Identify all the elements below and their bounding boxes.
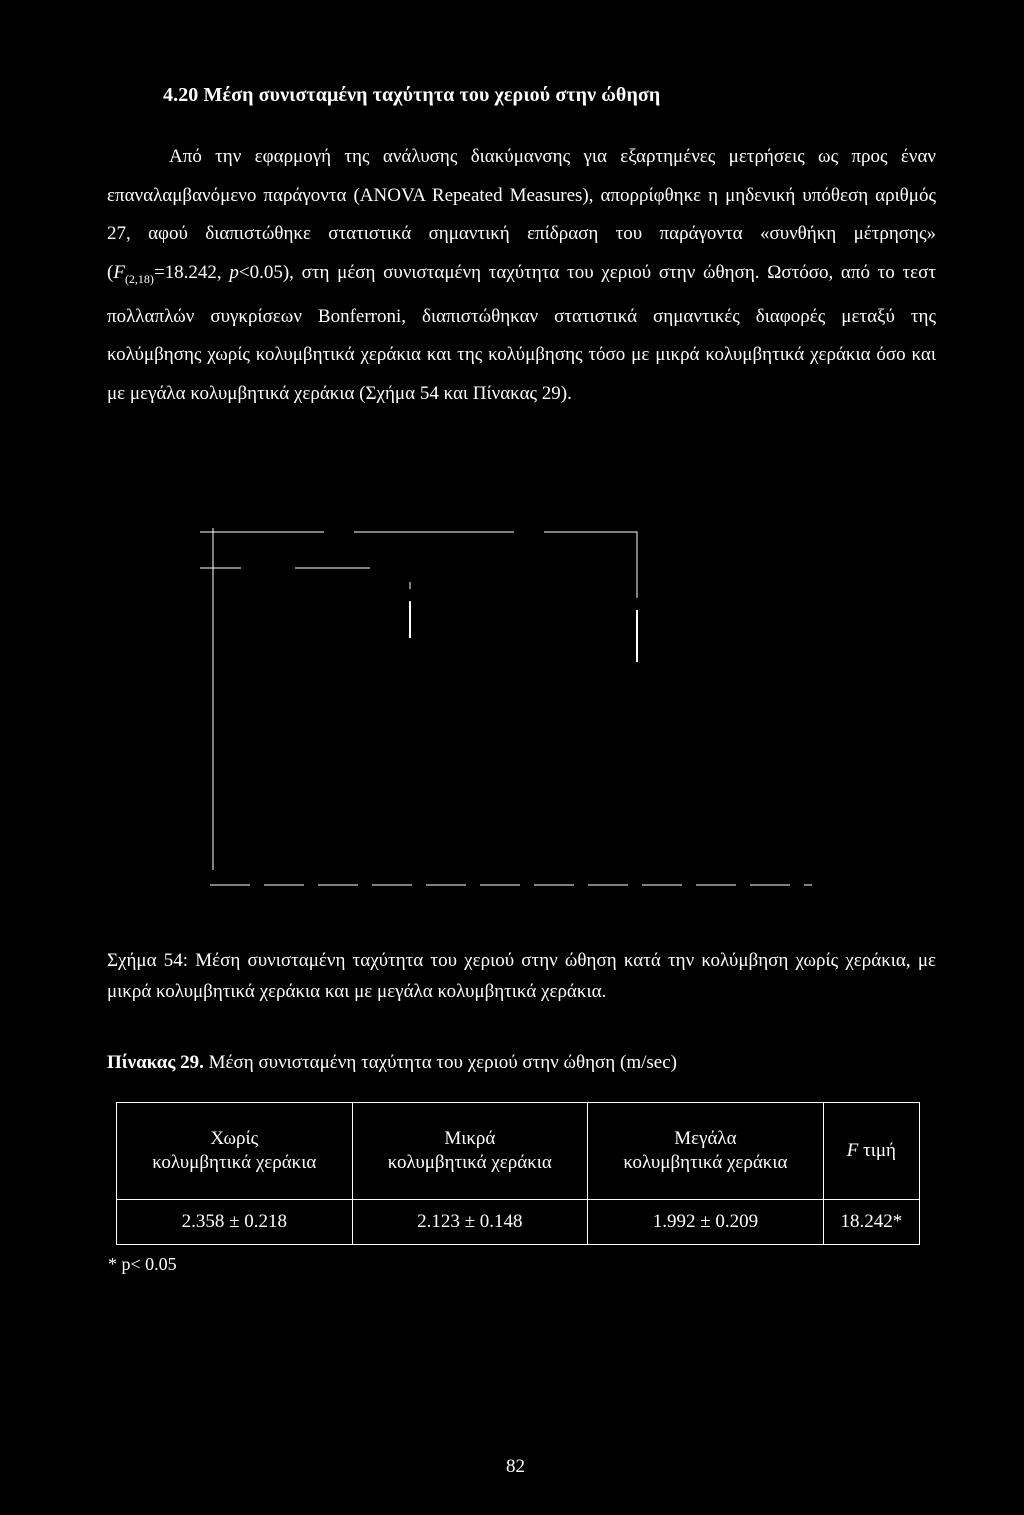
table-row: [117, 1200, 920, 1245]
cell-f-value: 18.242*: [823, 1200, 919, 1245]
bar-0: [200, 590, 218, 885]
bar-2: [602, 636, 672, 885]
cell-large-paddles: 1.992 ± 0.209: [588, 1200, 824, 1245]
bar-chart: [200, 520, 820, 892]
paragraph-text-1: Από την εφαρμογή της ανάλυσης διακύμανσης για εξαρτημένες μετρήσεις ως προς έναν επαναλαμβανόμενο παράγοντα (ANOVA Repeated Measures), απορρίφθηκε η μηδενική υπόθεση αριθμός 27, αφού διαπιστώθηκε στατιστικά σημαντική επίδραση του παράγοντα «συνθήκη μέτρησης» (: [107, 146, 936, 283]
bar-chart-figure: [200, 520, 820, 892]
figure-caption: Σχήμα 54: Μέση συνισταμένη ταχύτητα του χεριού στην ώθηση κατά την κολύμβηση χωρίς χεράκια, με μικρά κολυμβητικά χεράκια και με μεγάλα κολυμβητικά χεράκια.: [107, 950, 936, 1002]
cell-small-paddles: 2.123 ± 0.148: [352, 1200, 588, 1245]
bar-1: [375, 620, 445, 885]
table-label: Πίνακας 29.: [107, 1052, 204, 1073]
paragraph-text-3: <0.05), στη μέση συνισταμένη ταχύτητα του χεριού στην ώθηση. Ωστόσο, από το τεστ πολλαπλών συγκρίσεων Bonferroni, διαπιστώθηκαν στατιστικά σημαντικές διαφορές μεταξύ της κολύμβησης χωρίς κολυμβητικά χεράκια και της κολύμβησης τόσο με μικρά κολυμβητικά χεράκια όσο και με μεγάλα κολυμβητικά χεράκια (Σχήμα 54 και Πίνακας 29).: [107, 261, 936, 404]
p-symbol: p: [229, 261, 239, 283]
significance-note: * p< 0.05: [108, 1254, 177, 1274]
table-header-row: [117, 1103, 920, 1200]
results-table: [116, 1102, 920, 1245]
significance-bracket-1: [200, 532, 637, 598]
paragraph-text-2: =18.242,: [153, 261, 230, 283]
table-title: [107, 1052, 936, 1074]
header-no-paddles: Χωρίς κολυμβητικά χεράκια: [117, 1103, 353, 1200]
f-subscript: (2,18): [124, 271, 154, 286]
table-title-text: Μέση συνισταμένη ταχύτητα του χεριού στην ώθηση (m/sec): [203, 1052, 677, 1073]
header-small-paddles: Μικρά κολυμβητικά χεράκια: [352, 1103, 588, 1200]
section-heading: 4.20 Μέση συνισταμένη ταχύτητα του χεριού στην ώθηση: [163, 84, 661, 106]
header-large-paddles: Μεγάλα κολυμβητικά χεράκια: [588, 1103, 824, 1200]
page-number: 82: [506, 1456, 525, 1477]
significance-bracket-0: [200, 551, 410, 589]
f-symbol: F: [113, 261, 125, 283]
cell-no-paddles: 2.358 ± 0.218: [117, 1200, 353, 1245]
header-f-value: F τιμή: [823, 1103, 919, 1200]
body-paragraph: [107, 138, 936, 413]
